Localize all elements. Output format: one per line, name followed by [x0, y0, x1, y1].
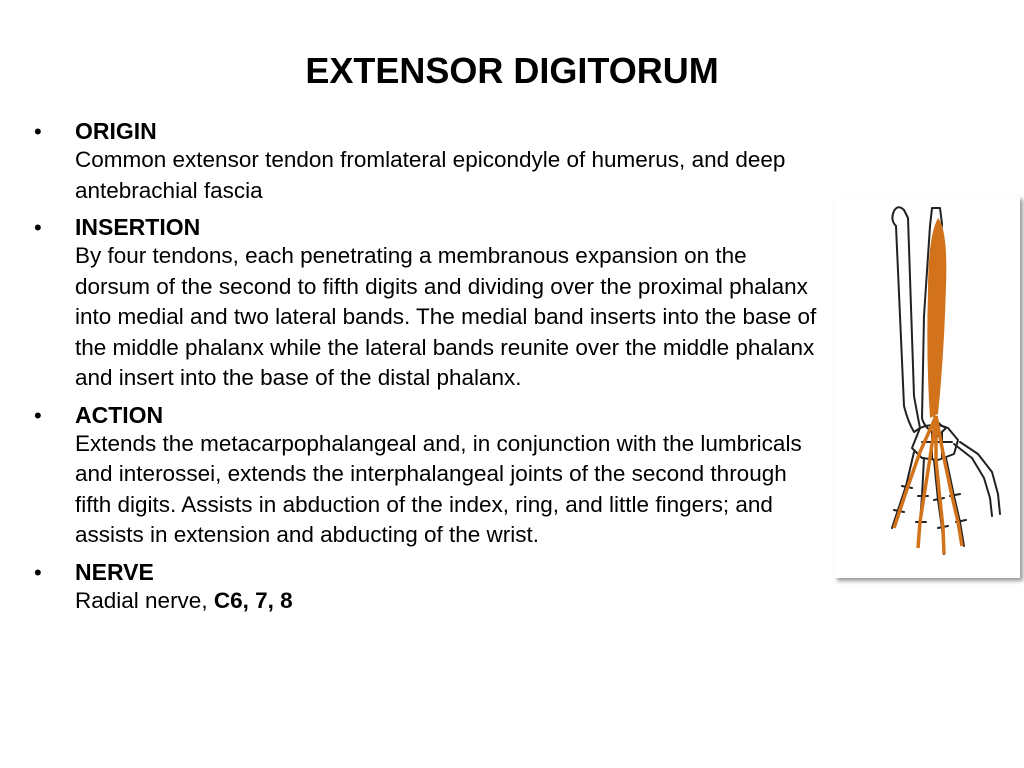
- origin-text: Common extensor tendon fromlateral epicondyle of humerus, and deep antebrachial fascia: [75, 147, 786, 203]
- bullet-nerve: [34, 558, 824, 617]
- bullet-insertion: [34, 213, 824, 394]
- insertion-text: By four tendons, each penetrating a membranous expansion on the dorsum of the second to fifth digits and dividing over the proximal phalanx into medial and two lateral bands. The medial band inserts into the base of the middle phalanx while the lateral bands reunite over the middle phalanx and insert into the base of the distal phalanx.: [75, 243, 817, 390]
- bullet-marker: •: [34, 119, 42, 144]
- nerve-heading: NERVE: [75, 558, 154, 585]
- nerve-text-plain: Radial nerve,: [75, 587, 214, 613]
- nerve-text: [75, 586, 824, 617]
- nerve-roots: C6, 7, 8: [213, 587, 293, 613]
- slide-title: EXTENSOR DIGITORUM: [305, 50, 719, 91]
- action-heading: ACTION: [75, 401, 164, 428]
- bullet-list: [34, 117, 824, 623]
- forearm-skeleton-muscle-drawing: [834, 196, 1020, 578]
- origin-heading: ORIGIN: [75, 118, 157, 144]
- bullet-marker: •: [34, 402, 42, 428]
- bullet-marker: •: [34, 215, 42, 240]
- insertion-heading: INSERTION: [75, 214, 201, 240]
- action-text: Extends the metacarpophalangeal and, in conjunction with the lumbricals and interossei, extends the interphalangeal joints of the second through fifth digits. Assists in abduction of the index, ring, and little fingers; and assists in extension and abducting of the wrist.: [75, 430, 802, 547]
- bullet-origin: [34, 117, 824, 206]
- forearm-illustration: [834, 196, 1020, 578]
- bullet-marker: •: [34, 559, 42, 585]
- bullet-action: [34, 401, 824, 551]
